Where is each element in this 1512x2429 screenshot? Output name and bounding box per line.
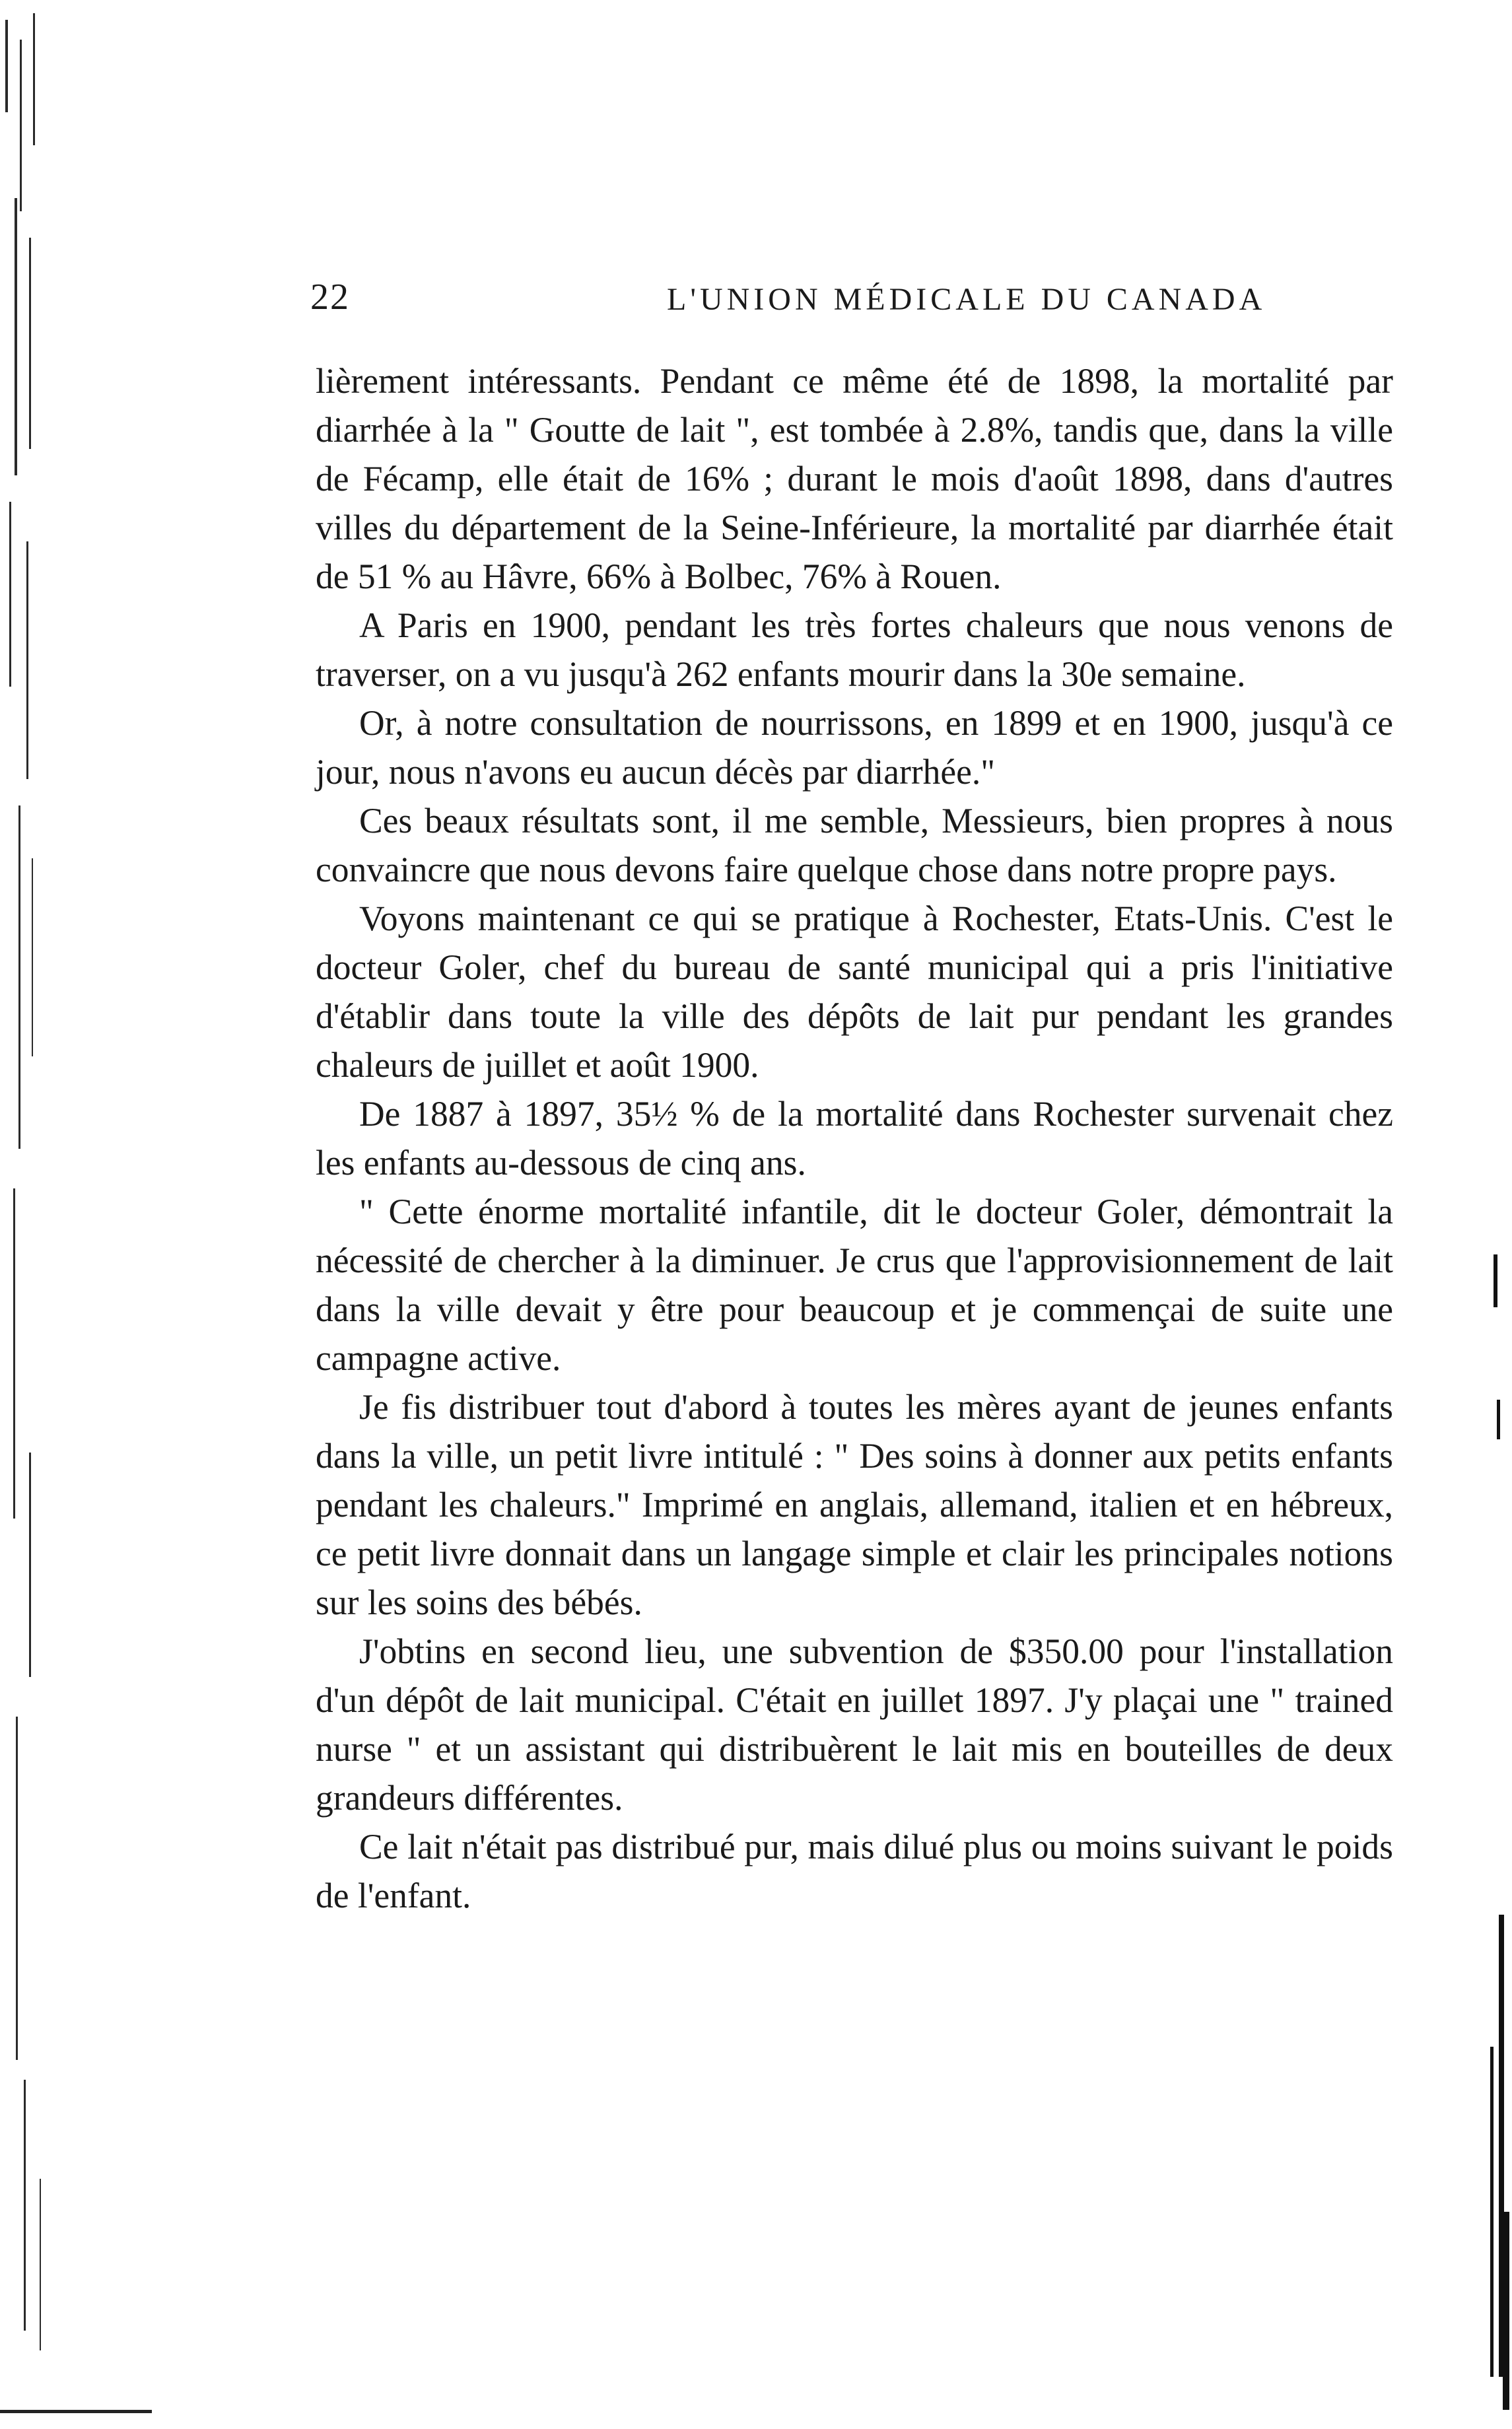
paragraph: De 1887 à 1897, 35½ % de la mortalité dans Rochester survenait chez les enfants au-dessous de cinq ans. bbox=[316, 1094, 1393, 1182]
paragraph: Or, à notre consultation de nourrissons, en 1899 et en 1900, jusqu'à ce jour, nous n'avons eu aucun décès par diarrhée." bbox=[316, 703, 1393, 792]
article-body bbox=[316, 357, 1393, 1920]
paragraph: Ce lait n'était pas distribué pur, mais dilué plus ou moins suivant le poids de l'enfant. bbox=[316, 1827, 1393, 1915]
scan-right-margin-artifacts bbox=[1472, 0, 1512, 2429]
running-title: L'UNION MÉDICALE DU CANADA bbox=[667, 282, 1266, 317]
page-number: 22 bbox=[310, 277, 350, 318]
scan-bottom-rule bbox=[0, 2410, 152, 2413]
page-header bbox=[310, 276, 1433, 322]
paragraph: Ces beaux résultats sont, il me semble, Messieurs, bien propres à nous convaincre que nous devons faire quelque chose dans notre propre pays. bbox=[316, 801, 1393, 889]
paragraph: Je fis distribuer tout d'abord à toutes les mères ayant de jeunes enfants dans la ville, un petit livre intitulé : " Des soins à donner aux petits enfants pendant les chaleurs." Imprimé en anglais, allemand, italien et en hébreux, ce petit livre donnait dans un langage simple et clair les principales notions sur les soins des bébés. bbox=[316, 1387, 1393, 1622]
paragraph: J'obtins en second lieu, une subvention de $350.00 pour l'installation d'un dépôt de lait municipal. C'était en juillet 1897. J'y plaçai une " trained nurse " et un assistant qui distribuèrent le lait mis en bouteilles de deux grandeurs différentes. bbox=[316, 1631, 1393, 1818]
scan-left-margin-artifacts bbox=[0, 0, 79, 2429]
paragraph: Voyons maintenant ce qui se pratique à Rochester, Etats-Unis. C'est le docteur Goler, chef du bureau de santé municipal qui a pris l'initiative d'établir dans toute la ville des dépôts de lait pur pendant les grandes chaleurs de juillet et août 1900. bbox=[316, 899, 1393, 1085]
paragraph: lièrement intéressants. Pendant ce même été de 1898, la mortalité par diarrhée à la " Goutte de lait ", est tombée à 2.8%, tandis que, dans la ville de Fécamp, elle était de 16% ; durant le mois d'août 1898, dans d'autres villes du département de la Seine-Inférieure, la mortalité par diarrhée était de 51 % au Hâvre, 66% à Bolbec, 76% à Rouen. bbox=[316, 361, 1393, 596]
paragraph: A Paris en 1900, pendant les très fortes chaleurs que nous venons de traverser, on a vu jusqu'à 262 enfants mourir dans la 30e semaine. bbox=[316, 605, 1393, 694]
paragraph: " Cette énorme mortalité infantile, dit le docteur Goler, démontrait la nécessité de chercher à la diminuer. Je crus que l'approvisionnement de lait dans la ville devait y être pour beaucoup et je commençai de suite une campagne active. bbox=[316, 1192, 1393, 1378]
